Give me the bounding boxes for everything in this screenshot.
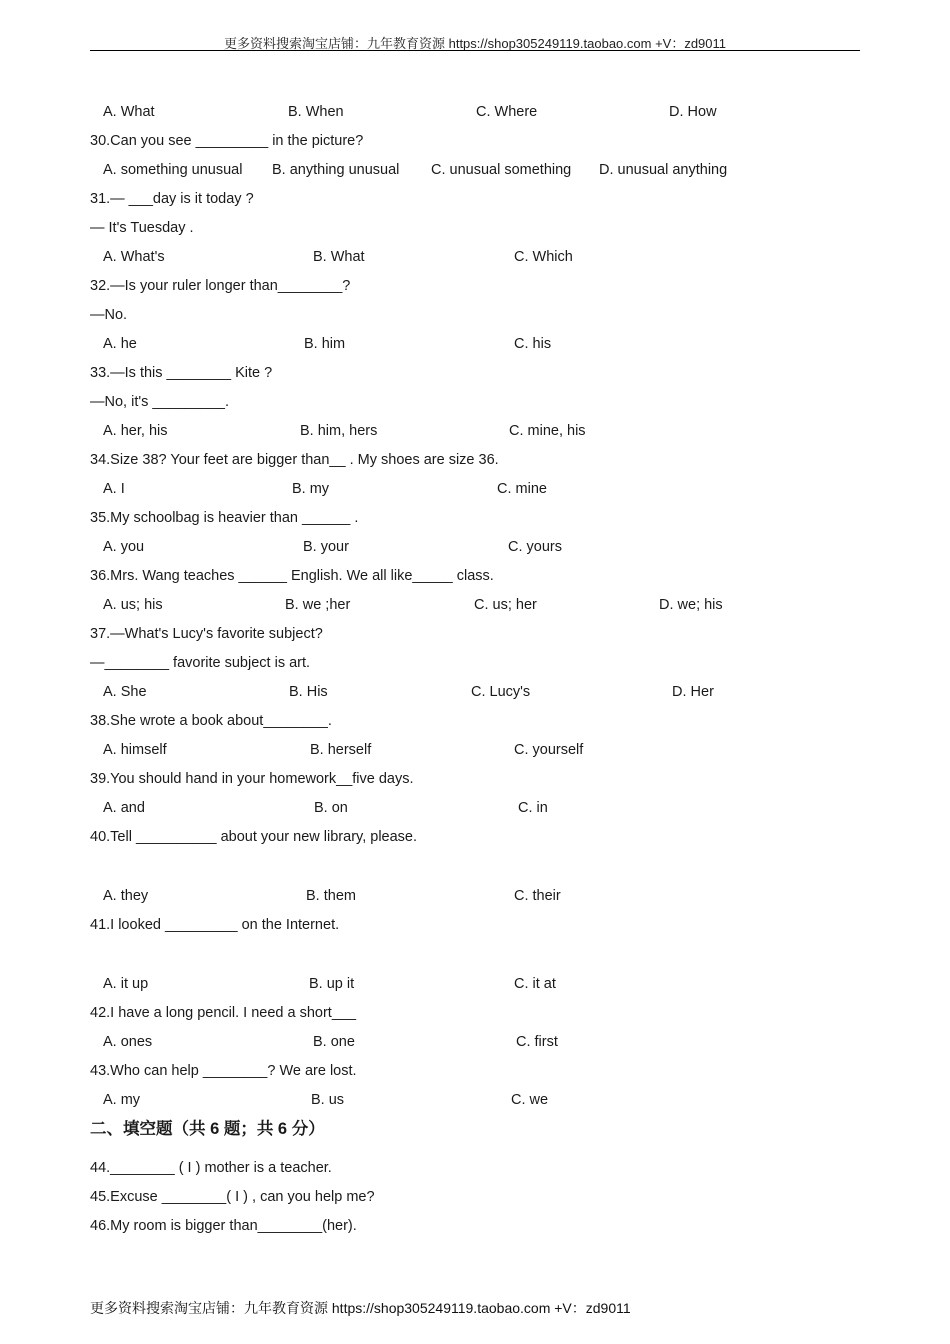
option[interactable]: C. yourself	[514, 742, 584, 758]
question-stem: 37.—What's Lucy's favorite subject?	[90, 626, 323, 642]
q38-options	[0, 741, 950, 759]
option[interactable]: C. Lucy's	[471, 684, 531, 700]
question-stem: 45.Excuse ________( I ) , can you help me?	[90, 1189, 375, 1205]
option[interactable]: B. up it	[309, 976, 355, 992]
option[interactable]: B. your	[303, 539, 349, 555]
q31-options	[0, 248, 950, 266]
question-stem: 40.Tell __________ about your new library, please.	[90, 829, 418, 845]
option[interactable]: C. us; her	[474, 597, 537, 613]
question-stem: 35.My schoolbag is heavier than ______ .	[90, 510, 359, 526]
question-stem: 43.Who can help ________? We are lost.	[90, 1063, 357, 1079]
question-stem: 42.I have a long pencil. I need a short___	[90, 1005, 357, 1021]
option[interactable]: B. herself	[310, 742, 372, 758]
option[interactable]: B. on	[314, 800, 348, 816]
option[interactable]: B. him, hers	[300, 423, 378, 439]
q40-options	[0, 887, 950, 905]
question-stem: 44.________ ( I ) mother is a teacher.	[90, 1160, 332, 1176]
question-line: — It's Tuesday .	[90, 220, 194, 236]
option[interactable]: A. you	[103, 539, 145, 555]
option[interactable]: A. What's	[103, 249, 165, 265]
q41-options	[0, 975, 950, 993]
question-stem: 31.— ___day is it today ?	[90, 191, 254, 207]
q39-options	[0, 799, 950, 817]
question-line: —No.	[90, 307, 128, 323]
option[interactable]: B. we ;her	[285, 597, 351, 613]
q34-options	[0, 480, 950, 498]
q33-options	[0, 422, 950, 440]
question-stem: 30.Can you see _________ in the picture?	[90, 133, 364, 149]
option[interactable]: A. something unusual	[103, 162, 243, 178]
option[interactable]: B. one	[313, 1034, 355, 1050]
option[interactable]: C. mine	[497, 481, 547, 497]
option[interactable]: B. him	[304, 336, 346, 352]
option[interactable]: C. their	[514, 888, 561, 904]
question-stem: 32.—Is your ruler longer than________?	[90, 278, 351, 294]
q29-options	[0, 103, 950, 121]
option[interactable]: C. first	[516, 1034, 558, 1050]
question-line: —No, it's _________.	[90, 394, 229, 410]
option[interactable]: A. I	[103, 481, 125, 497]
option[interactable]: C. mine, his	[509, 423, 586, 439]
option[interactable]: B. my	[292, 481, 330, 497]
option[interactable]: B. When	[288, 104, 344, 120]
question-line: —________ favorite subject is art.	[90, 655, 311, 671]
option[interactable]: A. What	[103, 104, 155, 120]
question-stem: 39.You should hand in your homework__five days.	[90, 771, 414, 787]
option[interactable]: A. they	[103, 888, 149, 904]
option[interactable]: B. them	[306, 888, 356, 904]
option[interactable]: D. Her	[672, 684, 714, 700]
option[interactable]: A. us; his	[103, 597, 163, 613]
option[interactable]: C. unusual something	[431, 162, 572, 178]
q30-options	[0, 161, 950, 179]
question-stem: 41.I looked _________ on the Internet.	[90, 917, 340, 933]
question-stem: 46.My room is bigger than________(her).	[90, 1218, 357, 1234]
question-stem: 34.Size 38? Your feet are bigger than__ . My shoes are size 36.	[90, 452, 499, 468]
option[interactable]: A. he	[103, 336, 137, 352]
option[interactable]: A. her, his	[103, 423, 168, 439]
option[interactable]: B. anything unusual	[272, 162, 400, 178]
question-stem: 33.—Is this ________ Kite ?	[90, 365, 273, 381]
question-stem: 36.Mrs. Wang teaches ______ English. We all like_____ class.	[90, 568, 494, 584]
section-heading: 二、填空题（共 6 题；共 6 分）	[90, 1120, 325, 1138]
q37-options	[0, 683, 950, 701]
q42-options	[0, 1033, 950, 1051]
option[interactable]: A. She	[103, 684, 147, 700]
option[interactable]: A. my	[103, 1092, 141, 1108]
option[interactable]: C. Which	[514, 249, 573, 265]
option[interactable]: D. How	[669, 104, 717, 120]
option[interactable]: A. and	[103, 800, 145, 816]
q35-options	[0, 538, 950, 556]
header-divider	[90, 50, 860, 51]
option[interactable]: D. we; his	[659, 597, 723, 613]
option[interactable]: B. us	[311, 1092, 345, 1108]
option[interactable]: C. we	[511, 1092, 549, 1108]
question-stem: 38.She wrote a book about________.	[90, 713, 332, 729]
option[interactable]: C. his	[514, 336, 552, 352]
option[interactable]: C. Where	[476, 104, 538, 120]
option[interactable]: C. in	[518, 800, 548, 816]
option[interactable]: A. himself	[103, 742, 167, 758]
page-footer: 更多资料搜索淘宝店铺：九年教育资源 https://shop305249119.taobao.com +V：zd9011	[90, 1300, 631, 1316]
q43-options	[0, 1091, 950, 1109]
page-header: 更多资料搜索淘宝店铺：九年教育资源 https://shop305249119.taobao.com +V：zd9011	[223, 36, 727, 51]
option[interactable]: D. unusual anything	[599, 162, 728, 178]
option[interactable]: A. ones	[103, 1034, 153, 1050]
option[interactable]: C. it at	[514, 976, 556, 992]
q36-options	[0, 596, 950, 614]
option[interactable]: B. His	[289, 684, 328, 700]
option[interactable]: A. it up	[103, 976, 149, 992]
q32-options	[0, 335, 950, 353]
option[interactable]: C. yours	[508, 539, 562, 555]
option[interactable]: B. What	[313, 249, 365, 265]
